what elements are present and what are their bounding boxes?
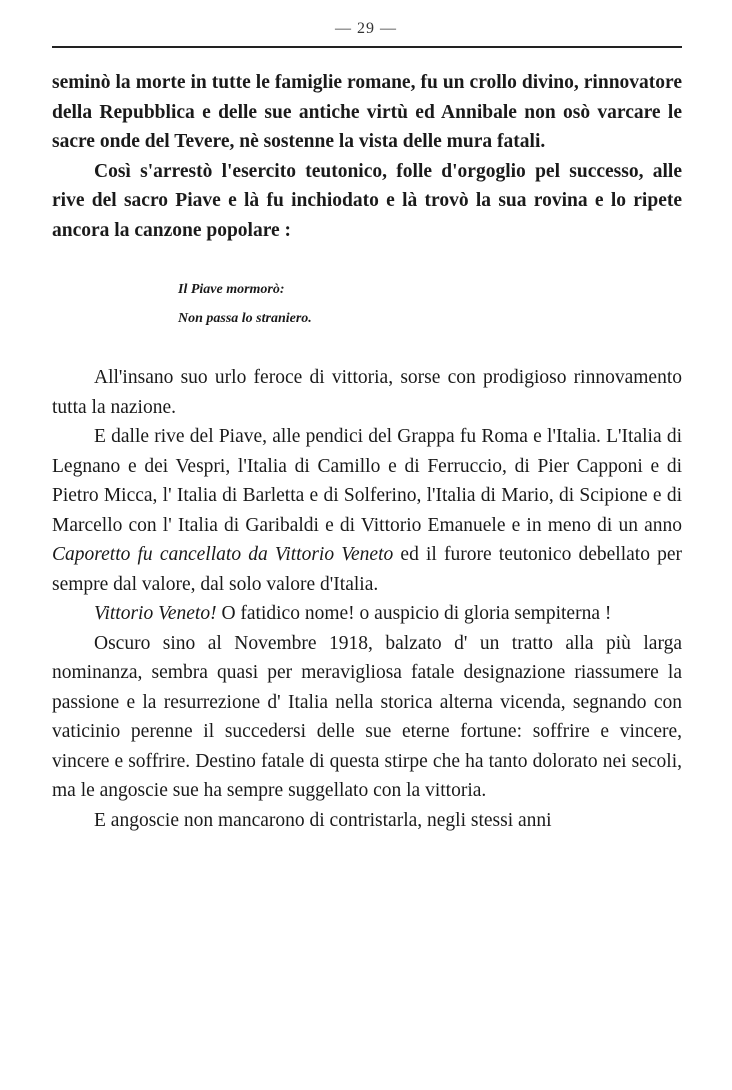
header-rule — [52, 46, 682, 48]
verse-line: Non passa lo straniero. — [178, 311, 312, 326]
paragraph-oscuro: Oscuro sino al Novembre 1918, balzato d' un tratto alla più larga nominanza, sembra quasi per meravigliosa fatale designazione riassumere la passione e la resurrezione d' Italia nella storica alterna vicenda, segnando con vaticinio perenne il succedersi delle sue eterne fortune: soffrire e vincere, vincere e soffrire. Destino fatale di questa stirpe che ha tanto dolorato nei secoli, ma le angoscie sue ha sempre suggellato con la vittoria. — [52, 632, 682, 801]
paragraph-angoscie: E angoscie non mancarono di contristarla, negli stessi anni — [94, 809, 552, 831]
paragraph-italia-text: E dalle rive del Piave, alle pendici del Grappa fu Roma e l'Italia. L'Italia di Legnano e dei Vespri, l'Italia di Camillo e di Ferruccio, di Pier Capponi e di Pietro Micca, l' Italia di Barletta e di Solferino, l'Italia di Mario, di Scipione e di Marcello con l' Italia di Garibaldi e di Vittorio Emanuele e in meno di un anno — [52, 426, 682, 536]
paragraph-piave: Così s'arrestò l'esercito teutonico, folle d'orgoglio pel successo, alle rive del sacro Piave e là fu inchiodato e là trovò la sua rovina e lo ripete ancora la canzone popolare : — [52, 160, 682, 241]
italic-phrase: Vittorio Veneto! — [94, 603, 217, 624]
paragraph-italia-tail: ed il furore teutonico debellato per sempre dal valore, dal solo valore d'Italia. — [52, 544, 683, 595]
paragraph-vv-tail: O fatidico nome! o auspicio di gloria sempiterna ! — [221, 603, 612, 624]
paragraph-italia — [52, 422, 682, 599]
page-number: — 29 — — [335, 20, 397, 37]
verse-line: Il Piave mormorò: — [178, 282, 285, 297]
verse-quote — [178, 275, 682, 333]
paragraph-continued: seminò la morte in tutte le famiglie romane, fu un crollo divino, rinnovatore della Repubblica e delle sue antiche virtù ed Annibale non osò varcare le sacre onde del Tevere, nè sostenne la vista delle mura fatali. — [52, 72, 682, 152]
paragraph-vittorio-veneto — [52, 599, 682, 629]
paragraph-nation: All'insano suo urlo feroce di vittoria, sorse con prodigioso rinnovamento tutta la nazione. — [52, 367, 682, 418]
page-body — [52, 68, 682, 835]
italic-phrase: Caporetto fu cancellato da Vittorio Veneto — [52, 544, 394, 565]
